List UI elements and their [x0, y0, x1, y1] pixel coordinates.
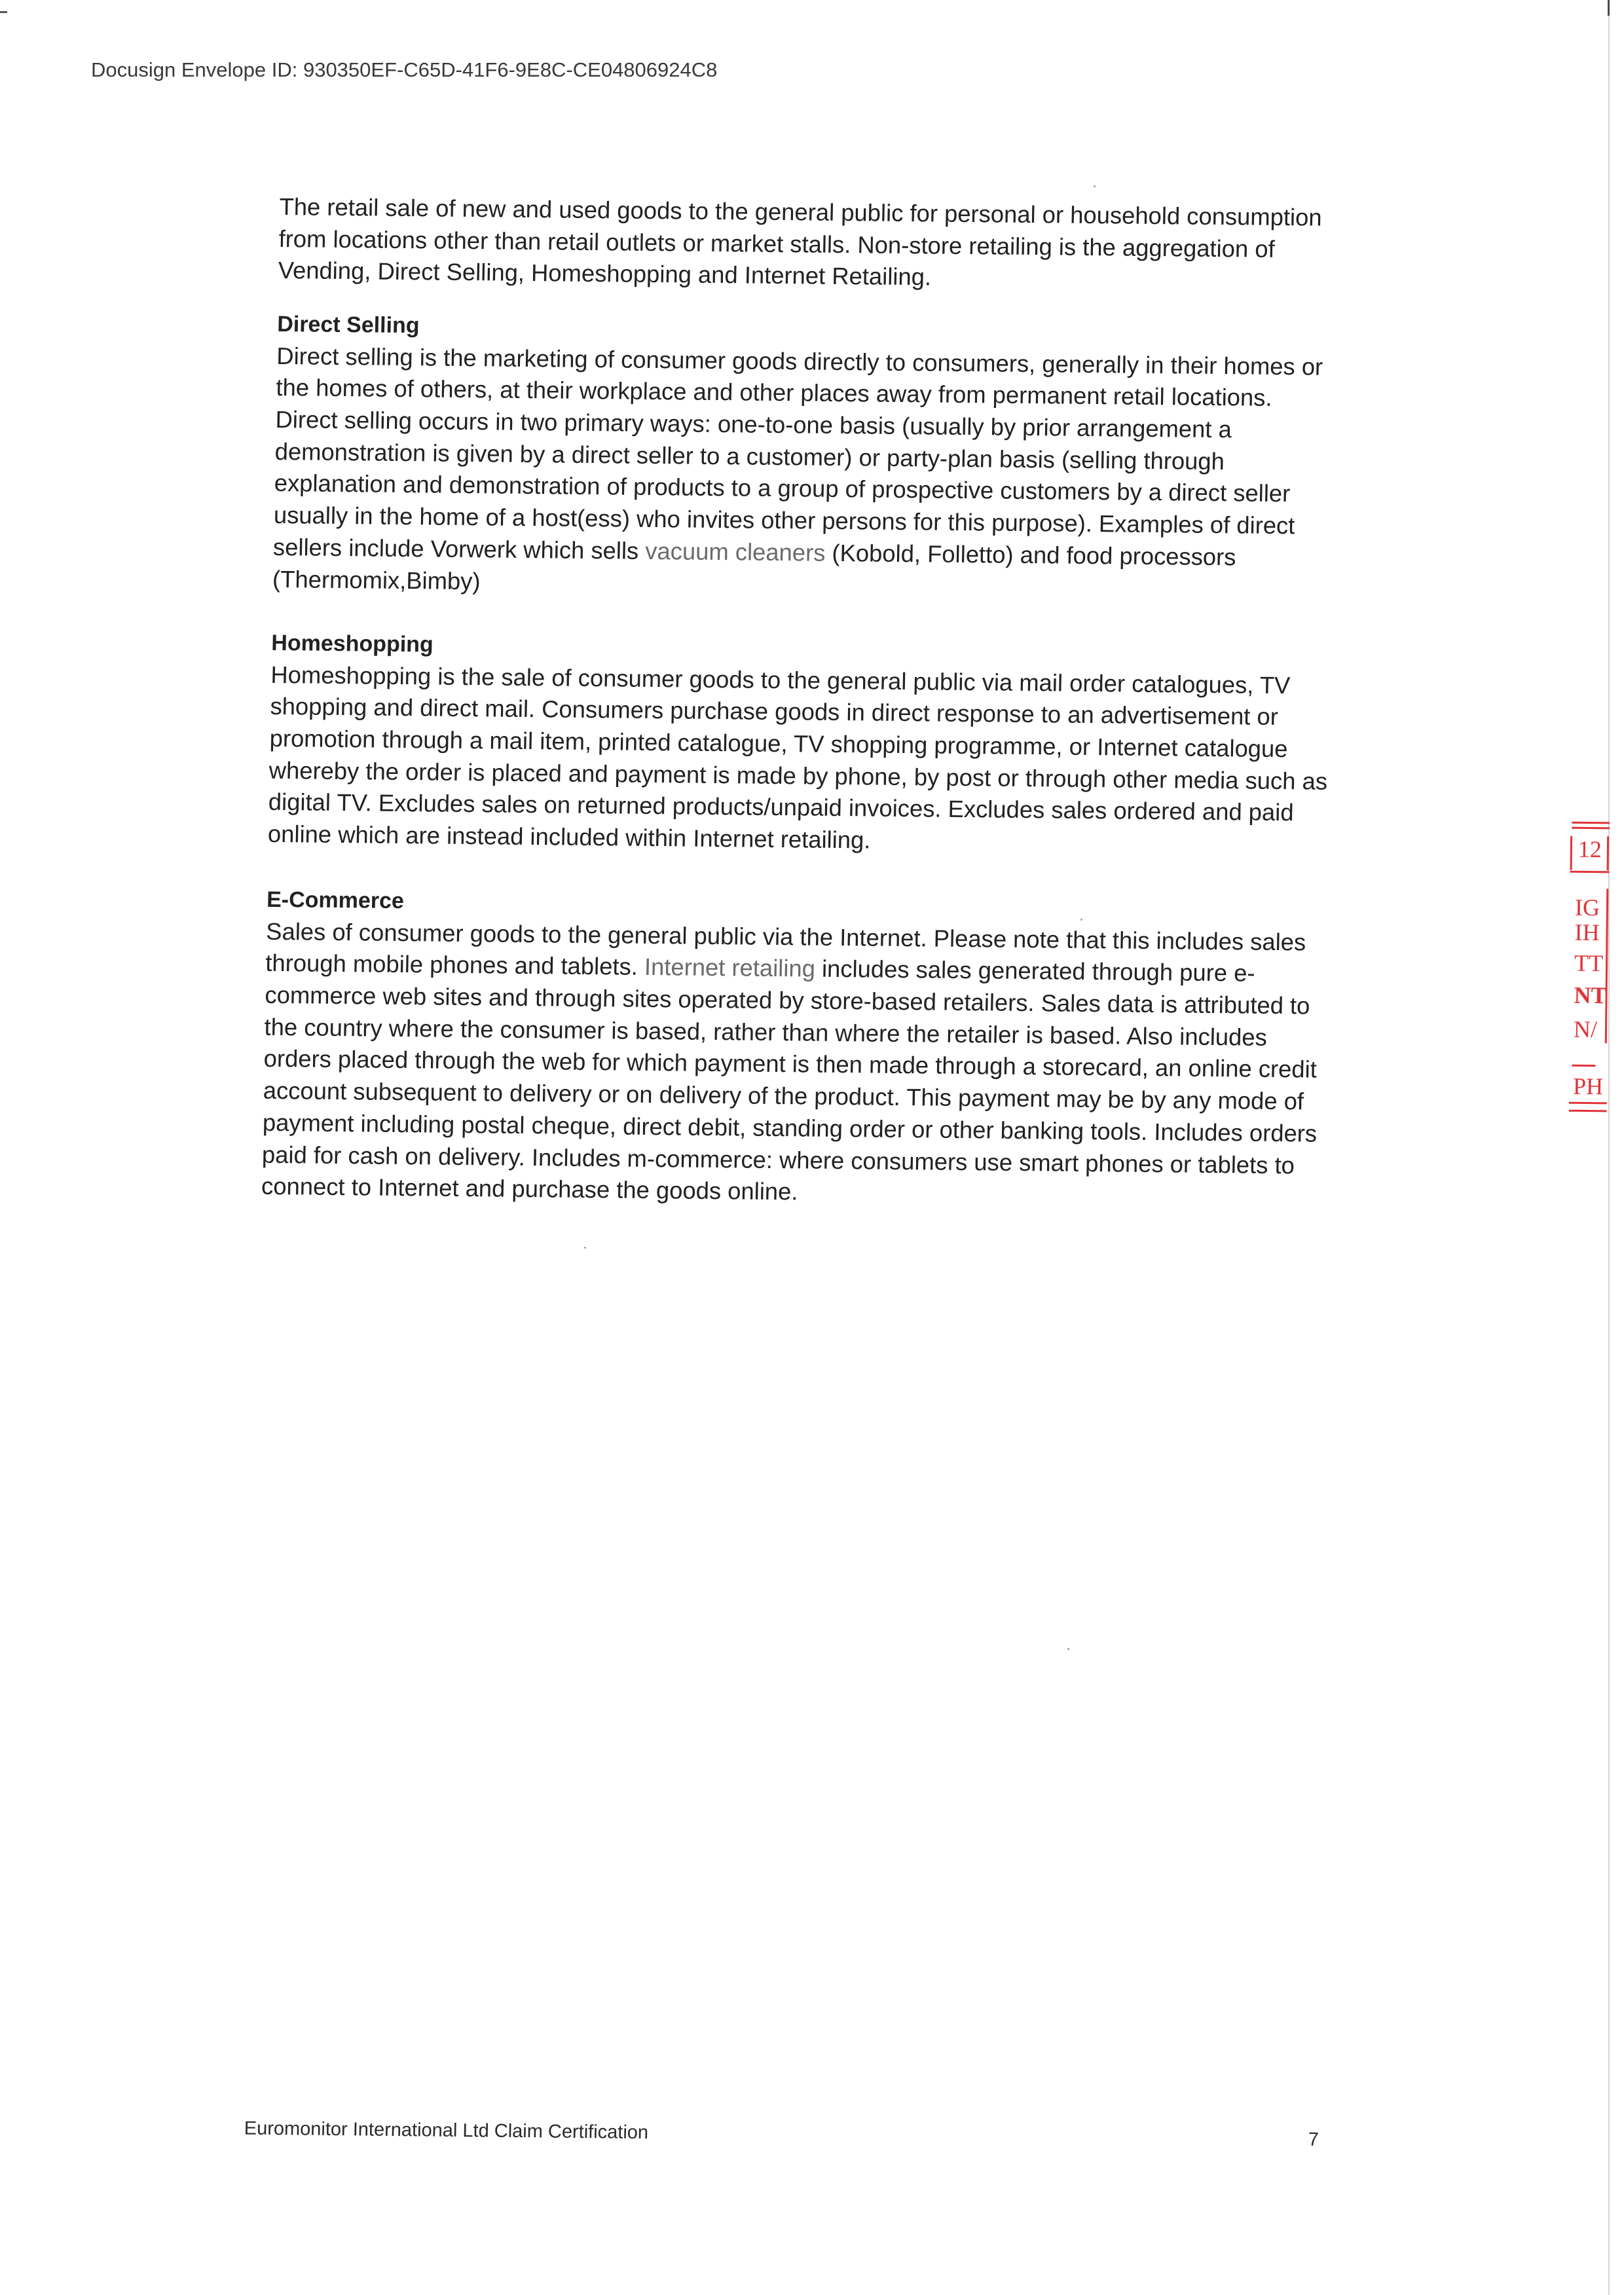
- section-direct-selling: [272, 308, 1391, 607]
- intro-paragraph: [278, 191, 1393, 299]
- faint-text-segment: vacuum cleaners: [644, 537, 826, 566]
- stamp-rule: [1572, 827, 1610, 830]
- body-text-line: the country where the consumer is based, rather than where the retailer is based. Also includes: [264, 1013, 1268, 1051]
- body-text-line: promotion through a mail item, printed catalogue, TV shopping programme, or Internet catalogue: [269, 724, 1288, 763]
- body-text-line: commerce web sites and through sites operated by store-based retailers. Sales data is attributed to: [265, 981, 1310, 1019]
- stamp-text: TT: [1574, 949, 1604, 977]
- footer-title: Euromonitor International Ltd Claim Certification: [244, 2118, 649, 2144]
- stamp-rule: [1570, 836, 1573, 870]
- body-text-line: from locations other than retail outlets or market stalls. Non-store retailing is the aggregation of: [278, 225, 1276, 263]
- body-text-line: Direct selling occurs in two primary ways: one-to-one basis (usually by prior arrangement a: [275, 406, 1232, 443]
- body-text-segment: through mobile phones and tablets.: [265, 949, 645, 981]
- body-text-line: connect to Internet and purchase the goods online.: [261, 1172, 798, 1205]
- body-text-segment: (Kobold, Folletto) and food processors: [825, 539, 1236, 571]
- scan-page-edge: [1608, 0, 1610, 2295]
- stamp-rule: [1572, 1065, 1595, 1067]
- body-text-line: usually in the home of a host(ess) who invites other persons for this purpose). Examples of direct: [273, 502, 1295, 540]
- section-homeshopping: [268, 627, 1385, 862]
- body-text-line: digital TV. Excludes sales on returned products/unpaid invoices. Excludes sales ordered and paid: [268, 788, 1294, 826]
- stamp-rule: [1570, 871, 1610, 873]
- stamp-text: N/: [1573, 1016, 1598, 1043]
- body-text-line: account subsequent to delivery or on delivery of the product. This payment may be by any mode of: [263, 1076, 1304, 1115]
- stamp-rule: [1572, 822, 1610, 824]
- body-text-line: The retail sale of new and used goods to the general public for personal or household consumption: [279, 193, 1322, 231]
- body-text-line: (Thermomix,Bimby): [272, 565, 481, 595]
- body-text-line: Homeshopping is the sale of consumer goods to the general public via mail order catalogues, TV: [270, 661, 1291, 699]
- body-text-line: Vending, Direct Selling, Homeshopping and Internet Retailing.: [278, 257, 932, 291]
- body-text-segment: includes sales generated through pure e-: [815, 955, 1255, 987]
- stamp-text: NT: [1574, 982, 1607, 1009]
- body-text-line: whereby the order is placed and payment is made by phone, by post or through other media such as: [268, 756, 1328, 795]
- scanned-content: [244, 191, 1406, 2174]
- stamp-rule: [1569, 1110, 1607, 1112]
- body-text-line: online which are instead included within Internet retailing.: [267, 820, 871, 854]
- body-text-line: the homes of others, at their workplace and other places away from permanent retail locations.: [276, 374, 1272, 412]
- scan-mark: [0, 11, 7, 13]
- section-heading: E-Commerce: [266, 887, 405, 914]
- body-text-line: explanation and demonstration of products to a group of prospective customers by a direct seller: [274, 469, 1291, 507]
- body-text-line: orders placed through the web for which payment is then made through a storecard, an online credit: [263, 1045, 1318, 1084]
- body-text-segment: sellers include Vorwerk which sells: [272, 533, 646, 564]
- section-heading: Homeshopping: [271, 630, 434, 657]
- scan-speck: [1094, 185, 1096, 187]
- body-text-line: Direct selling is the marketing of consumer goods directly to consumers, generally in their homes or: [276, 342, 1323, 380]
- section-e-commerce: [261, 884, 1380, 1215]
- red-stamp-fragment: [1565, 815, 1610, 1124]
- stamp-text: IH: [1574, 919, 1600, 946]
- docusign-envelope-id: Docusign Envelope ID: 930350EF-C65D-41F6-9E8C-CE04806924C8: [91, 58, 718, 81]
- section-heading: Direct Selling: [276, 311, 420, 339]
- body-text-line: demonstration is given by a direct seller to a customer) or party-plan basis (selling through: [274, 437, 1225, 475]
- page-number: 7: [1308, 2129, 1320, 2150]
- stamp-text: 12: [1578, 835, 1602, 863]
- stamp-text: PH: [1572, 1073, 1604, 1100]
- body-text-line: shopping and direct mail. Consumers purchase goods in direct response to an advertisement or: [270, 693, 1279, 731]
- stamp-text: IG: [1574, 894, 1600, 921]
- scan-mark: [1608, 0, 1610, 16]
- body-text-line: Sales of consumer goods to the general public via the Internet. Please note that this includes sales: [265, 917, 1306, 956]
- body-text-line: payment including postal cheque, direct debit, standing order or other banking tools. Includes orders: [262, 1109, 1318, 1147]
- faint-text-segment: Internet retailing: [644, 953, 816, 983]
- stamp-rule: [1607, 836, 1610, 870]
- stamp-rule: [1569, 1102, 1607, 1105]
- body-text-line: paid for cash on delivery. Includes m-commerce: where consumers use smart phones or tablets to: [261, 1141, 1295, 1179]
